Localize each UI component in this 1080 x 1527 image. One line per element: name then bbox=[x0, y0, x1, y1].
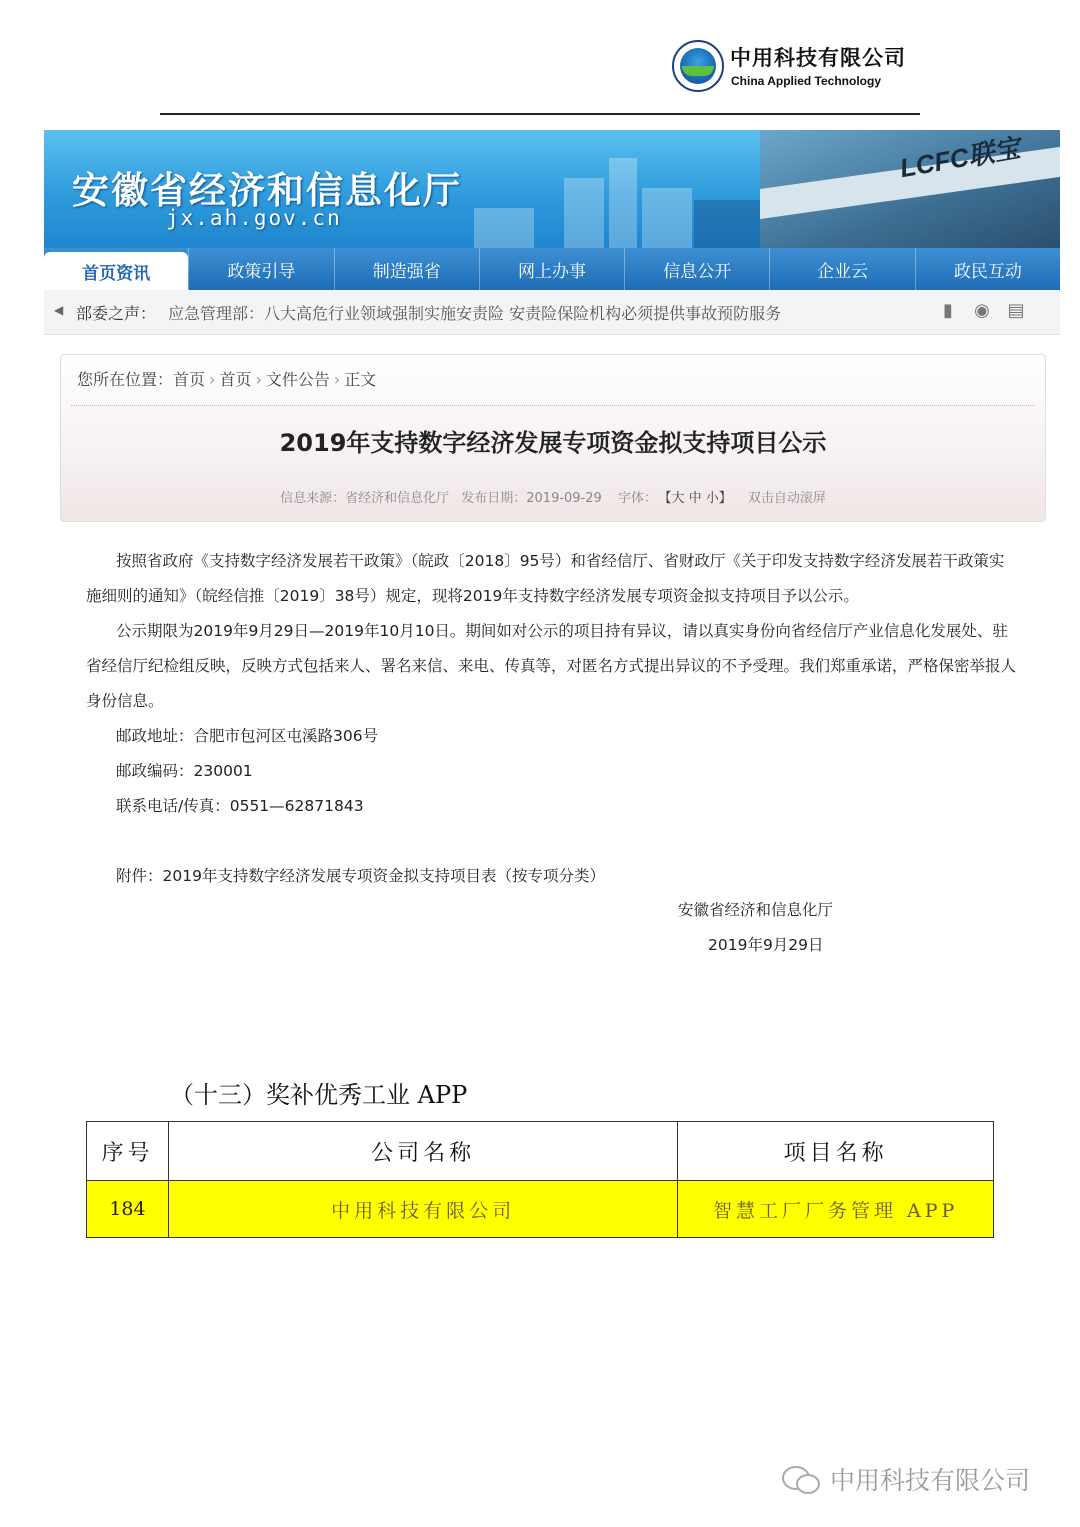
sign-date: 2019年9月29日 bbox=[708, 936, 824, 954]
cell-index: 184 bbox=[87, 1181, 169, 1238]
nav-item-interaction[interactable]: 政民互动 bbox=[915, 248, 1060, 290]
postal-address: 邮政地址：合肥市包河区屯溪路306号 bbox=[116, 727, 379, 745]
company-logo-icon bbox=[672, 40, 724, 92]
article-meta bbox=[61, 487, 1045, 506]
paragraph-intro: 按照省政府《支持数字经济发展若干政策》（皖政〔2018〕95号）和省经信厅、省财政厅《关于印发支持数字经济发展若干政策实施细则的通知》（皖经信推〔2019〕38号）规定，现将2019年支持数字经济发展专项资金拟支持项目予以公示。 bbox=[86, 552, 1005, 605]
film-icon[interactable]: ▤ bbox=[1007, 300, 1025, 321]
site-title: 安徽省经济和信息化厅 bbox=[72, 169, 462, 212]
contact-phone: 联系电话/传真：0551—62871843 bbox=[116, 797, 364, 815]
news-ticker bbox=[44, 290, 1060, 335]
company-header bbox=[670, 38, 910, 98]
site-banner bbox=[44, 130, 1060, 248]
breadcrumb-item[interactable]: 首页 bbox=[173, 370, 206, 389]
divider bbox=[71, 405, 1035, 406]
meta-date: 发布日期：2019-09-29 bbox=[461, 491, 602, 506]
ticker-label: 部委之声： bbox=[76, 304, 157, 323]
font-size-links[interactable]: 【大 中 小】 bbox=[664, 491, 732, 506]
section-title: （十三）奖补优秀工业 APP bbox=[170, 1081, 468, 1109]
header-company: 公司名称 bbox=[168, 1122, 677, 1181]
nav-item-enterprise-cloud[interactable]: 企业云 bbox=[769, 248, 914, 290]
award-table bbox=[86, 1121, 994, 1238]
article-header-box bbox=[60, 354, 1046, 522]
wechat-icon bbox=[782, 1464, 822, 1494]
watermark bbox=[782, 1462, 1030, 1496]
nav-item-home[interactable]: 首页资讯 bbox=[44, 252, 188, 290]
breadcrumb-item[interactable]: 文件公告 bbox=[265, 370, 330, 389]
main-nav bbox=[44, 248, 1060, 290]
header-project: 项目名称 bbox=[678, 1122, 994, 1181]
book-icon[interactable]: ▮ bbox=[943, 300, 953, 321]
watermark-text: 中用科技有限公司 bbox=[830, 1466, 1031, 1495]
article-title: 2019年支持数字经济发展专项资金拟支持项目公示 bbox=[279, 429, 827, 457]
postal-code: 邮政编码：230001 bbox=[116, 762, 253, 780]
cell-company: 中用科技有限公司 bbox=[168, 1181, 677, 1238]
meta-source: 信息来源：省经济和信息化厅 bbox=[280, 491, 450, 506]
site-domain: jx.ah.gov.cn bbox=[166, 206, 342, 230]
nav-item-info-disclosure[interactable]: 信息公开 bbox=[624, 248, 769, 290]
cell-project: 智慧工厂厂务管理 APP bbox=[678, 1181, 994, 1238]
article-body bbox=[86, 544, 1016, 894]
table-header-row bbox=[87, 1122, 994, 1181]
signer: 安徽省经济和信息化厅 bbox=[678, 901, 834, 919]
header-rule bbox=[160, 113, 920, 115]
nav-item-online-services[interactable]: 网上办事 bbox=[479, 248, 624, 290]
nav-item-policy[interactable]: 政策引导 bbox=[188, 248, 333, 290]
banner-brand: LCFC联宝 bbox=[897, 132, 1022, 184]
nav-item-manufacturing[interactable]: 制造强省 bbox=[334, 248, 479, 290]
meta-autoscroll[interactable]: 双击自动滚屏 bbox=[747, 491, 826, 506]
attachment-link[interactable]: 附件：2019年支持数字经济发展专项资金拟支持项目表（按专项分类） bbox=[116, 867, 605, 885]
website-screenshot bbox=[44, 130, 1060, 520]
ticker-headline[interactable]: 应急管理部：八大高危行业领域强制实施安责险 安责险保险机构必须提供事故预防服务 bbox=[168, 304, 782, 323]
breadcrumb-item[interactable]: 首页 bbox=[219, 370, 252, 389]
table-row bbox=[87, 1181, 994, 1238]
header-index: 序号 bbox=[87, 1122, 169, 1181]
ticker-icons bbox=[936, 298, 1028, 324]
breadcrumb-item: 正文 bbox=[344, 370, 377, 389]
paragraph-period: 公示期限为2019年9月29日—2019年10月10日。期间如对公示的项目持有异议，请以真实身份向省经信厅产业信息化发展处、驻省经信厅纪检组反映，反映方式包括来人、署名来信、来电、传真等，对匿名方式提出异议的不予受理。我们郑重承诺，严格保密举报人身份信息。 bbox=[86, 622, 1017, 710]
camera-icon[interactable]: ◉ bbox=[974, 300, 990, 321]
ticker-arrow-icon: ◀ bbox=[54, 303, 64, 317]
company-name-cn: 中用科技有限公司 bbox=[730, 45, 906, 70]
breadcrumb-prefix: 您所在位置： bbox=[77, 370, 174, 389]
meta-font-label: 字体： bbox=[617, 491, 657, 506]
company-name-en: China Applied Technology bbox=[731, 74, 881, 88]
breadcrumb: 您所在位置：首页 › 首页 › 文件公告 › 正文 bbox=[77, 370, 377, 389]
